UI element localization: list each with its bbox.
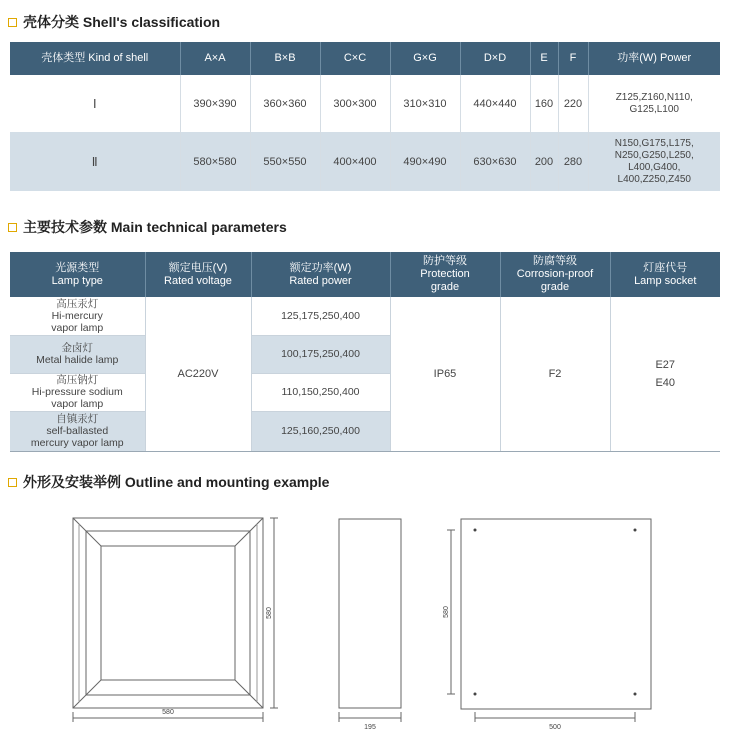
- header-cell: F: [558, 42, 588, 75]
- bullet-square-icon: [8, 223, 17, 232]
- front-view: [73, 518, 278, 722]
- table-row: [10, 132, 720, 191]
- header-cell: A×A: [180, 42, 250, 75]
- back-width-dim: 500: [549, 724, 561, 731]
- table-cell: N150,G175,L175, N250,G250,L250, L400,G400, L400,Z250,Z450: [588, 132, 720, 191]
- header-cell: B×B: [250, 42, 320, 75]
- back-height-dim: 580: [443, 606, 450, 618]
- header-cell: 额定功率(W) Rated power: [251, 252, 390, 297]
- table-cell: Ⅱ: [10, 132, 180, 191]
- power-cell: 100,175,250,400: [251, 335, 390, 373]
- table-cell: 630×630: [460, 132, 530, 191]
- section-title-text: 主要技术参数 Main technical parameters: [23, 219, 287, 235]
- voltage-cell: AC220V: [145, 297, 251, 451]
- header-cell: 额定电压(V) Rated voltage: [145, 252, 251, 297]
- lamp-type-cell: 高压汞灯 Hi-mercury vapor lamp: [10, 297, 145, 335]
- protection-cell: IP65: [390, 297, 500, 451]
- header-cell: E: [530, 42, 558, 75]
- table-cell: 160: [530, 75, 558, 132]
- power-cell: 125,175,250,400: [251, 297, 390, 335]
- side-width-dim: 195: [364, 724, 376, 731]
- table-cell: Ⅰ: [10, 75, 180, 132]
- header-cell: 防护等级 Protection grade: [390, 252, 500, 297]
- header-cell: C×C: [320, 42, 390, 75]
- corrosion-cell: F2: [500, 297, 610, 451]
- back-view: [447, 519, 651, 722]
- table-cell: 310×310: [390, 75, 460, 132]
- header-cell: 灯座代号 Lamp socket: [610, 252, 720, 297]
- lamp-type-cell: 高压钠灯 Hi-pressure sodium vapor lamp: [10, 373, 145, 411]
- side-view: [339, 519, 401, 722]
- front-width-dim: 580: [162, 709, 174, 716]
- lamp-type-cell: 金卤灯 Metal halide lamp: [10, 335, 145, 373]
- table-cell: 550×550: [250, 132, 320, 191]
- power-cell: 125,160,250,400: [251, 411, 390, 451]
- header-cell: 光源类型 Lamp type: [10, 252, 145, 297]
- table-cell: 440×440: [460, 75, 530, 132]
- table-cell: 200: [530, 132, 558, 191]
- section-title-params: [8, 217, 287, 237]
- table-cell: 220: [558, 75, 588, 132]
- table-row: [10, 297, 720, 335]
- front-height-dim: 580: [266, 607, 273, 619]
- bullet-square-icon: [8, 478, 17, 487]
- shell-classification-table: [10, 42, 720, 191]
- outline-drawing: [0, 500, 730, 736]
- header-cell: 功率(W) Power: [588, 42, 720, 75]
- header-cell: D×D: [460, 42, 530, 75]
- table-cell: 360×360: [250, 75, 320, 132]
- section-title-text: 外形及安装举例 Outline and mounting example: [23, 474, 330, 490]
- section-title-shell: [8, 12, 220, 32]
- table-cell: 390×390: [180, 75, 250, 132]
- header-cell: G×G: [390, 42, 460, 75]
- table-cell: 580×580: [180, 132, 250, 191]
- technical-parameters-table: [10, 252, 720, 452]
- bullet-square-icon: [8, 18, 17, 27]
- header-cell: 防腐等级 Corrosion-proof grade: [500, 252, 610, 297]
- table-cell: Z125,Z160,N110, G125,L100: [588, 75, 720, 132]
- socket-cell: E27 E40: [610, 297, 720, 451]
- power-cell: 110,150,250,400: [251, 373, 390, 411]
- table-cell: 490×490: [390, 132, 460, 191]
- table-cell: 300×300: [320, 75, 390, 132]
- section-title-outline: [8, 472, 329, 492]
- table-cell: 280: [558, 132, 588, 191]
- table-header-row: [10, 252, 720, 297]
- section-title-text: 壳体分类 Shell's classification: [23, 14, 221, 30]
- lamp-type-cell: 自镇汞灯 self-ballasted mercury vapor lamp: [10, 411, 145, 451]
- header-cell: 壳体类型 Kind of shell: [10, 42, 180, 75]
- table-row: [10, 75, 720, 132]
- table-cell: 400×400: [320, 132, 390, 191]
- table-header-row: [10, 42, 720, 75]
